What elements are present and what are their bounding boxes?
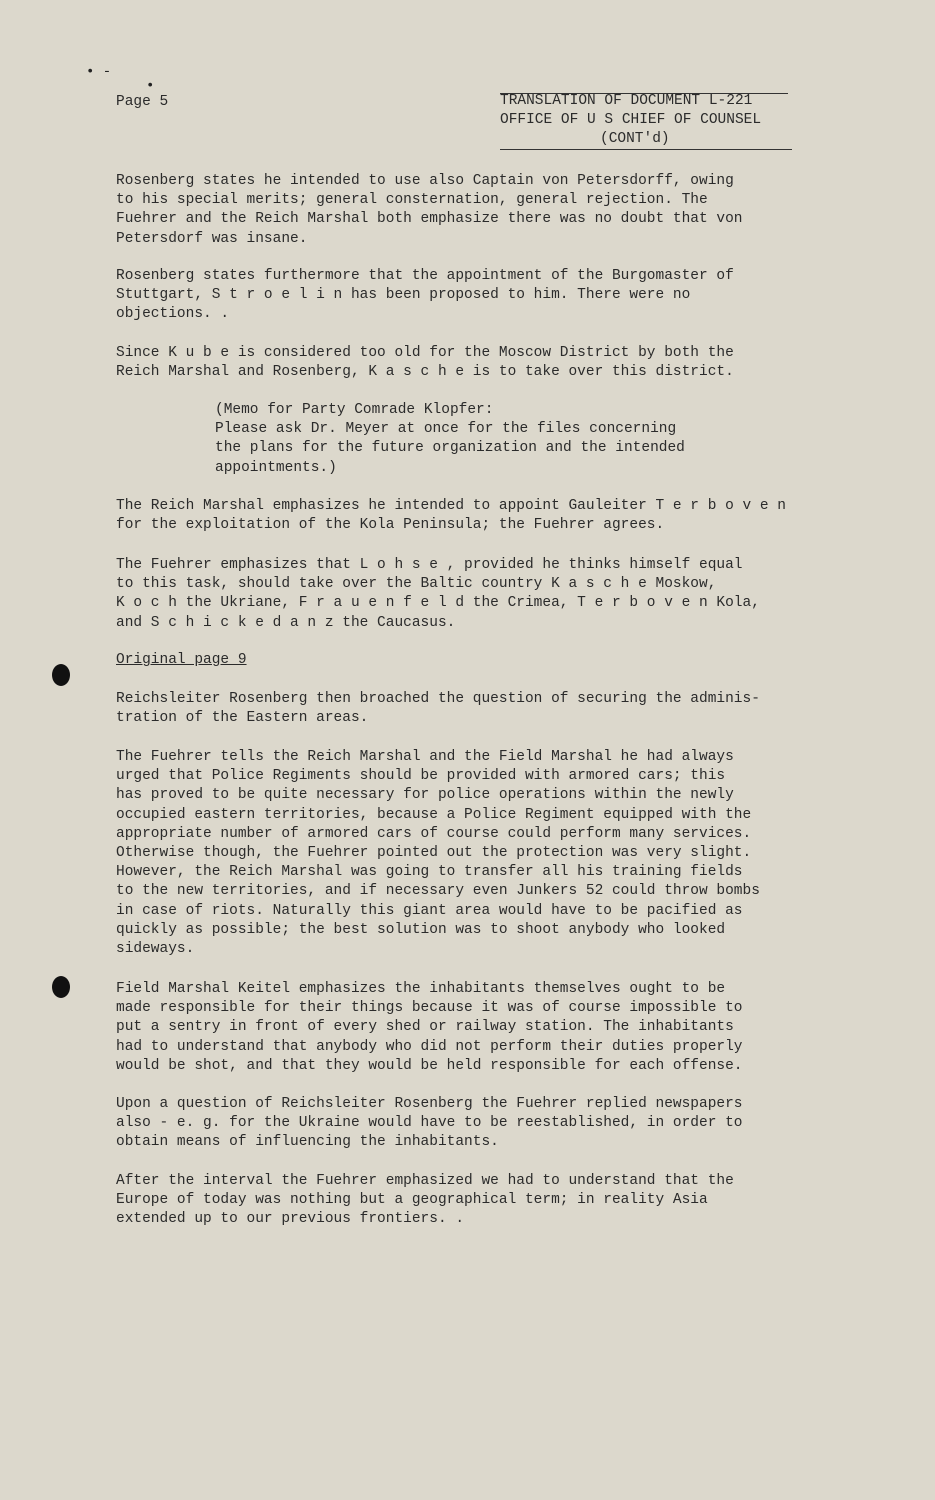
paragraph-3: Since K u b e is considered too old for the Moscow District by both the Reich Marshal and Rosenberg, K a s c h e is to take over this district. [116,345,734,381]
header-line-1: TRANSLATION OF DOCUMENT L-221 [500,93,753,109]
header-rule-bottom [500,149,792,150]
paragraph-9: Upon a question of Reichsleiter Rosenberg the Fuehrer replied newspapers also - e. g. for the Ukraine would have to be reestablished, in order to obtain means of influencing the inhabitants. [116,1096,743,1151]
memo-note: (Memo for Party Comrade Klopfer: Please ask Dr. Meyer at once for the files concerning the plans for the future organization and the intended appointments.) [215,402,685,476]
paragraph-8: Field Marshal Keitel emphasizes the inhabitants themselves ought to be made responsible for their things because it was of course impossible to put a sentry in front of every shed or railway station. The inhabitants had to understand that anybody who did not perform their duties properly would be shot, and that they would be held responsible for each offense. [116,981,743,1074]
paragraph-10: After the interval the Fuehrer emphasized we had to understand that the Europe of today was nothing but a geographical term; in reality Asia extended up to our previous frontiers. . [116,1173,734,1228]
paragraph-5: The Fuehrer emphasizes that L o h s e , provided he thinks himself equal to this task, should take over the Baltic country K a s c h e Moskow, K o c h the Ukriane, F r a u e n f e l d the Crimea, T e r b o v e n Kola, and S c h i c k e d a n z the Caucasus. [116,557,760,631]
header-line-3: (CONT'd) [600,131,670,147]
paragraph-1: Rosenberg states he intended to use also Captain von Petersdorff, owing to his special merits; general consternation, general rejection. The Fuehrer and the Reich Marshal both emphasize there was no doubt that von Petersdorf was insane. [116,173,743,247]
punch-hole [52,976,70,998]
section-subhead: Original page 9 [116,652,247,668]
document-header [500,92,761,149]
header-line-2: OFFICE OF U S CHIEF OF COUNSEL [500,112,762,128]
stray-dot: • [146,78,155,94]
stray-mark: • - [86,64,112,80]
paragraph-6: Reichsleiter Rosenberg then broached the question of securing the adminis- tration of the Eastern areas. [116,691,760,727]
punch-hole [52,664,70,686]
paragraph-2: Rosenberg states furthermore that the appointment of the Burgomaster of Stuttgart, S t r o e l i n has been proposed to him. There were no objections. . [116,268,734,323]
paragraph-4: The Reich Marshal emphasizes he intended to appoint Gauleiter T e r b o v e n for the exploitation of the Kola Peninsula; the Fuehrer agrees. [116,498,787,534]
page-label: Page 5 [116,94,169,110]
paragraph-7: The Fuehrer tells the Reich Marshal and the Field Marshal he had always urged that Police Regiments should be provided with armored cars; this has proved to be quite necessary for police operations within the newly occupied eastern territories, because a Police Regiment equipped with the appropriate number of armored cars of course could perform many services. Otherwise though, the Fuehrer pointed out the protection was very slight. However, the Reich Marshal was going to transfer all his training fields to the new territories, and if necessary even Junkers 52 could throw bombs in case of riots. Naturally this giant area would have to be pacified as quickly as possible; the best solution was to shoot anybody who looked sideways. [116,749,760,958]
